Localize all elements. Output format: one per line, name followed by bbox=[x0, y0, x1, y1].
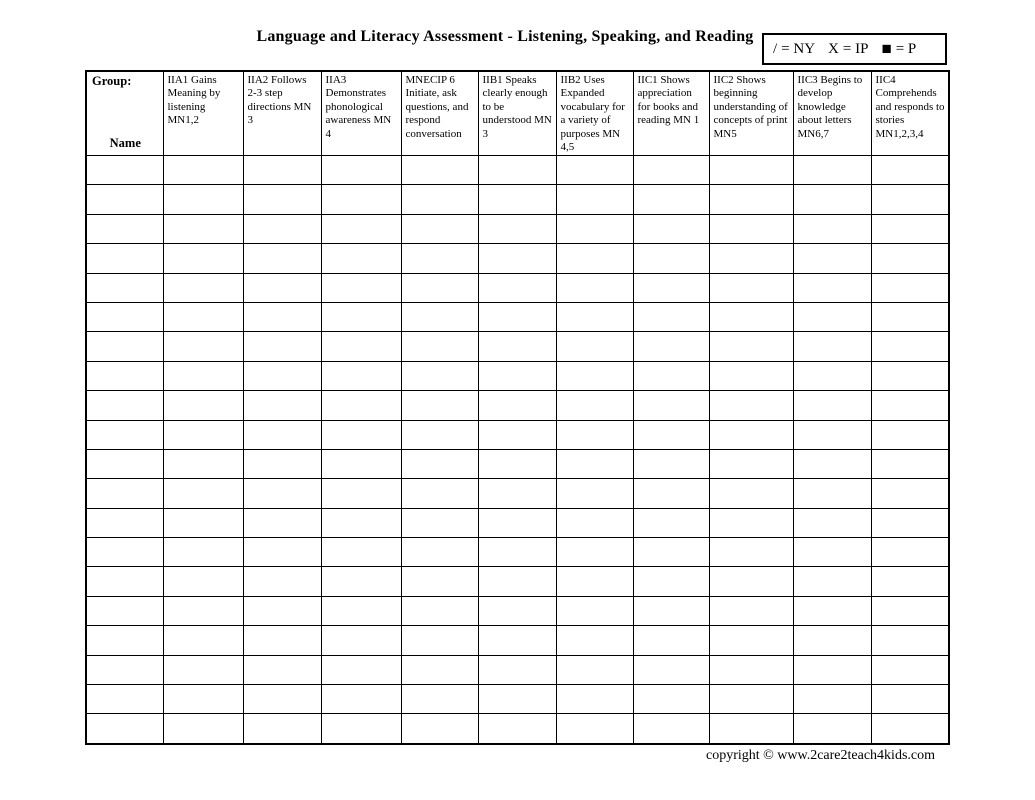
assessment-mark-cell bbox=[243, 391, 321, 420]
assessment-mark-cell bbox=[321, 449, 401, 478]
assessment-mark-cell bbox=[401, 361, 478, 390]
assessment-mark-cell bbox=[709, 714, 793, 744]
assessment-mark-cell bbox=[633, 479, 709, 508]
legend-label: = P bbox=[895, 40, 917, 57]
student-name-cell bbox=[86, 714, 163, 744]
assessment-mark-cell bbox=[871, 391, 949, 420]
assessment-mark-cell bbox=[709, 449, 793, 478]
group-label: Group: bbox=[92, 74, 132, 88]
name-label: Name bbox=[109, 135, 141, 150]
assessment-mark-cell bbox=[243, 273, 321, 302]
assessment-mark-cell bbox=[478, 508, 556, 537]
assessment-mark-cell bbox=[321, 302, 401, 331]
assessment-mark-cell bbox=[633, 361, 709, 390]
assessment-mark-cell bbox=[163, 567, 243, 596]
assessment-mark-cell bbox=[793, 244, 871, 273]
student-name-cell bbox=[86, 508, 163, 537]
assessment-mark-cell bbox=[709, 508, 793, 537]
table-row bbox=[86, 567, 949, 596]
table-row bbox=[86, 244, 949, 273]
table-row bbox=[86, 596, 949, 625]
column-header-iic4: IIC4 Comprehends and responds to stories MN1,2,3,4 bbox=[871, 71, 949, 156]
legend-item-ny bbox=[773, 41, 815, 58]
assessment-mark-cell bbox=[243, 685, 321, 714]
assessment-mark-cell bbox=[243, 332, 321, 361]
column-header-iib2: IIB2 Uses Expanded vocabulary for a variety of purposes MN 4,5 bbox=[556, 71, 633, 156]
student-name-cell bbox=[86, 156, 163, 185]
assessment-mark-cell bbox=[321, 655, 401, 684]
assessment-mark-cell bbox=[478, 156, 556, 185]
assessment-mark-cell bbox=[321, 391, 401, 420]
assessment-mark-cell bbox=[163, 185, 243, 214]
assessment-mark-cell bbox=[793, 714, 871, 744]
grid-body bbox=[86, 156, 949, 744]
assessment-mark-cell bbox=[478, 361, 556, 390]
assessment-mark-cell bbox=[163, 449, 243, 478]
assessment-mark-cell bbox=[401, 214, 478, 243]
assessment-mark-cell bbox=[633, 714, 709, 744]
table-row bbox=[86, 420, 949, 449]
assessment-mark-cell bbox=[401, 567, 478, 596]
assessment-mark-cell bbox=[163, 655, 243, 684]
assessment-mark-cell bbox=[401, 449, 478, 478]
assessment-mark-cell bbox=[556, 332, 633, 361]
assessment-mark-cell bbox=[243, 156, 321, 185]
assessment-mark-cell bbox=[401, 626, 478, 655]
assessment-mark-cell bbox=[478, 332, 556, 361]
assessment-mark-cell bbox=[321, 714, 401, 744]
assessment-mark-cell bbox=[243, 596, 321, 625]
assessment-mark-cell bbox=[871, 332, 949, 361]
assessment-mark-cell bbox=[709, 479, 793, 508]
assessment-mark-cell bbox=[243, 479, 321, 508]
assessment-mark-cell bbox=[401, 156, 478, 185]
assessment-mark-cell bbox=[478, 567, 556, 596]
table-row bbox=[86, 332, 949, 361]
assessment-mark-cell bbox=[243, 655, 321, 684]
assessment-mark-cell bbox=[321, 596, 401, 625]
assessment-mark-cell bbox=[478, 655, 556, 684]
student-name-cell bbox=[86, 449, 163, 478]
table-row bbox=[86, 685, 949, 714]
assessment-mark-cell bbox=[478, 302, 556, 331]
student-name-cell bbox=[86, 538, 163, 567]
assessment-mark-cell bbox=[709, 185, 793, 214]
assessment-mark-cell bbox=[871, 685, 949, 714]
assessment-mark-cell bbox=[321, 538, 401, 567]
assessment-mark-cell bbox=[709, 596, 793, 625]
assessment-mark-cell bbox=[163, 538, 243, 567]
assessment-mark-cell bbox=[871, 302, 949, 331]
assessment-mark-cell bbox=[478, 185, 556, 214]
table-row bbox=[86, 449, 949, 478]
assessment-mark-cell bbox=[321, 479, 401, 508]
assessment-mark-cell bbox=[163, 508, 243, 537]
column-header-mnecip6: MNECIP 6 Initiate, ask questions, and respond conversation bbox=[401, 71, 478, 156]
table-row bbox=[86, 302, 949, 331]
assessment-mark-cell bbox=[793, 185, 871, 214]
column-header-iic2: IIC2 Shows beginning understanding of concepts of print MN5 bbox=[709, 71, 793, 156]
assessment-mark-cell bbox=[793, 420, 871, 449]
assessment-mark-cell bbox=[401, 332, 478, 361]
assessment-mark-cell bbox=[321, 332, 401, 361]
assessment-mark-cell bbox=[478, 391, 556, 420]
assessment-mark-cell bbox=[321, 214, 401, 243]
assessment-mark-cell bbox=[321, 508, 401, 537]
assessment-mark-cell bbox=[243, 508, 321, 537]
assessment-mark-cell bbox=[401, 538, 478, 567]
table-row bbox=[86, 156, 949, 185]
assessment-mark-cell bbox=[401, 391, 478, 420]
assessment-mark-cell bbox=[633, 185, 709, 214]
table-row bbox=[86, 391, 949, 420]
assessment-mark-cell bbox=[633, 567, 709, 596]
student-name-cell bbox=[86, 391, 163, 420]
assessment-mark-cell bbox=[401, 714, 478, 744]
assessment-mark-cell bbox=[243, 449, 321, 478]
assessment-mark-cell bbox=[243, 361, 321, 390]
assessment-mark-cell bbox=[871, 655, 949, 684]
assessment-mark-cell bbox=[633, 449, 709, 478]
assessment-mark-cell bbox=[556, 449, 633, 478]
assessment-mark-cell bbox=[633, 538, 709, 567]
assessment-mark-cell bbox=[709, 420, 793, 449]
assessment-mark-cell bbox=[163, 479, 243, 508]
table-row bbox=[86, 508, 949, 537]
assessment-mark-cell bbox=[321, 626, 401, 655]
assessment-mark-cell bbox=[163, 626, 243, 655]
table-row bbox=[86, 361, 949, 390]
assessment-mark-cell bbox=[793, 361, 871, 390]
assessment-mark-cell bbox=[709, 361, 793, 390]
assessment-mark-cell bbox=[163, 214, 243, 243]
assessment-mark-cell bbox=[556, 479, 633, 508]
assessment-mark-cell bbox=[401, 302, 478, 331]
legend-item-ip bbox=[828, 41, 868, 58]
assessment-mark-cell bbox=[871, 273, 949, 302]
legend-item-p bbox=[881, 38, 917, 58]
assessment-mark-cell bbox=[709, 244, 793, 273]
assessment-mark-cell bbox=[633, 420, 709, 449]
assessment-mark-cell bbox=[321, 185, 401, 214]
assessment-mark-cell bbox=[871, 449, 949, 478]
assessment-mark-cell bbox=[633, 332, 709, 361]
assessment-mark-cell bbox=[478, 244, 556, 273]
assessment-mark-cell bbox=[633, 391, 709, 420]
assessment-mark-cell bbox=[478, 420, 556, 449]
assessment-mark-cell bbox=[556, 391, 633, 420]
assessment-mark-cell bbox=[556, 655, 633, 684]
assessment-mark-cell bbox=[163, 420, 243, 449]
assessment-mark-cell bbox=[243, 626, 321, 655]
assessment-mark-cell bbox=[633, 626, 709, 655]
assessment-mark-cell bbox=[321, 685, 401, 714]
student-name-cell bbox=[86, 214, 163, 243]
assessment-mark-cell bbox=[243, 244, 321, 273]
assessment-mark-cell bbox=[556, 538, 633, 567]
assessment-mark-cell bbox=[793, 655, 871, 684]
assessment-mark-cell bbox=[793, 538, 871, 567]
assessment-mark-cell bbox=[556, 302, 633, 331]
assessment-mark-cell bbox=[556, 361, 633, 390]
assessment-mark-cell bbox=[793, 449, 871, 478]
assessment-mark-cell bbox=[163, 361, 243, 390]
assessment-mark-cell bbox=[709, 332, 793, 361]
assessment-mark-cell bbox=[478, 596, 556, 625]
assessment-mark-cell bbox=[478, 626, 556, 655]
assessment-mark-cell bbox=[709, 538, 793, 567]
slash-symbol: / bbox=[773, 40, 778, 57]
assessment-mark-cell bbox=[321, 361, 401, 390]
table-row bbox=[86, 626, 949, 655]
assessment-mark-cell bbox=[243, 714, 321, 744]
filled-square-icon: ■ bbox=[881, 38, 892, 58]
group-name-header bbox=[86, 71, 163, 156]
assessment-mark-cell bbox=[633, 214, 709, 243]
table-header bbox=[86, 71, 949, 156]
assessment-mark-cell bbox=[163, 714, 243, 744]
assessment-mark-cell bbox=[793, 685, 871, 714]
assessment-mark-cell bbox=[243, 567, 321, 596]
student-name-cell bbox=[86, 685, 163, 714]
assessment-mark-cell bbox=[871, 361, 949, 390]
header-row bbox=[86, 71, 949, 156]
copyright-notice: copyright © www.2care2teach4kids.com bbox=[706, 748, 935, 763]
assessment-mark-cell bbox=[478, 685, 556, 714]
column-header-iib1: IIB1 Speaks clearly enough to be understood MN 3 bbox=[478, 71, 556, 156]
assessment-mark-cell bbox=[793, 332, 871, 361]
assessment-mark-cell bbox=[793, 626, 871, 655]
table-row bbox=[86, 214, 949, 243]
assessment-mark-cell bbox=[556, 214, 633, 243]
assessment-mark-cell bbox=[709, 273, 793, 302]
legend-label: = IP bbox=[842, 40, 869, 57]
column-header-iic1: IIC1 Shows appreciation for books and reading MN 1 bbox=[633, 71, 709, 156]
assessment-mark-cell bbox=[556, 420, 633, 449]
assessment-mark-cell bbox=[709, 302, 793, 331]
assessment-mark-cell bbox=[793, 391, 871, 420]
assessment-mark-cell bbox=[401, 244, 478, 273]
table-row bbox=[86, 538, 949, 567]
assessment-mark-cell bbox=[793, 156, 871, 185]
assessment-mark-cell bbox=[243, 302, 321, 331]
student-name-cell bbox=[86, 479, 163, 508]
assessment-mark-cell bbox=[478, 714, 556, 744]
assessment-mark-cell bbox=[871, 538, 949, 567]
assessment-mark-cell bbox=[633, 655, 709, 684]
assessment-mark-cell bbox=[321, 156, 401, 185]
assessment-mark-cell bbox=[321, 567, 401, 596]
assessment-mark-cell bbox=[709, 655, 793, 684]
assessment-mark-cell bbox=[401, 420, 478, 449]
x-symbol: X bbox=[828, 40, 839, 57]
assessment-mark-cell bbox=[401, 273, 478, 302]
legend-box bbox=[762, 33, 947, 65]
table-row bbox=[86, 714, 949, 744]
assessment-mark-cell bbox=[793, 567, 871, 596]
column-header-iic3: IIC3 Begins to develop knowledge about letters MN6,7 bbox=[793, 71, 871, 156]
assessment-mark-cell bbox=[793, 214, 871, 243]
assessment-mark-cell bbox=[556, 508, 633, 537]
table-row bbox=[86, 185, 949, 214]
assessment-mark-cell bbox=[478, 479, 556, 508]
assessment-mark-cell bbox=[871, 156, 949, 185]
assessment-mark-cell bbox=[871, 626, 949, 655]
assessment-mark-cell bbox=[793, 302, 871, 331]
student-name-cell bbox=[86, 244, 163, 273]
assessment-mark-cell bbox=[793, 508, 871, 537]
assessment-mark-cell bbox=[163, 596, 243, 625]
assessment-mark-cell bbox=[556, 244, 633, 273]
student-name-cell bbox=[86, 273, 163, 302]
assessment-mark-cell bbox=[163, 332, 243, 361]
assessment-mark-cell bbox=[556, 714, 633, 744]
student-name-cell bbox=[86, 567, 163, 596]
table-row bbox=[86, 479, 949, 508]
assessment-mark-cell bbox=[871, 420, 949, 449]
column-header-iia2: IIA2 Follows 2-3 step directions MN 3 bbox=[243, 71, 321, 156]
student-name-cell bbox=[86, 302, 163, 331]
assessment-mark-cell bbox=[709, 156, 793, 185]
assessment-mark-cell bbox=[401, 685, 478, 714]
assessment-mark-cell bbox=[871, 185, 949, 214]
assessment-mark-cell bbox=[793, 479, 871, 508]
assessment-mark-cell bbox=[243, 420, 321, 449]
assessment-mark-cell bbox=[163, 156, 243, 185]
assessment-mark-cell bbox=[709, 214, 793, 243]
assessment-mark-cell bbox=[633, 508, 709, 537]
assessment-mark-cell bbox=[401, 508, 478, 537]
assessment-mark-cell bbox=[321, 420, 401, 449]
assessment-mark-cell bbox=[401, 655, 478, 684]
assessment-mark-cell bbox=[633, 156, 709, 185]
assessment-mark-cell bbox=[556, 596, 633, 625]
assessment-mark-cell bbox=[163, 244, 243, 273]
assessment-mark-cell bbox=[556, 626, 633, 655]
assessment-mark-cell bbox=[871, 244, 949, 273]
assessment-mark-cell bbox=[243, 538, 321, 567]
assessment-mark-cell bbox=[633, 244, 709, 273]
table-row bbox=[86, 273, 949, 302]
assessment-mark-cell bbox=[163, 685, 243, 714]
assessment-mark-cell bbox=[321, 273, 401, 302]
assessment-mark-cell bbox=[478, 214, 556, 243]
assessment-mark-cell bbox=[633, 273, 709, 302]
page-title: Language and Literacy Assessment - Listening, Speaking, and Reading bbox=[256, 28, 754, 45]
assessment-mark-cell bbox=[871, 596, 949, 625]
assessment-mark-cell bbox=[401, 479, 478, 508]
assessment-mark-cell bbox=[478, 449, 556, 478]
assessment-mark-cell bbox=[709, 685, 793, 714]
assessment-mark-cell bbox=[163, 273, 243, 302]
student-name-cell bbox=[86, 596, 163, 625]
assessment-mark-cell bbox=[401, 185, 478, 214]
assessment-mark-cell bbox=[556, 156, 633, 185]
student-name-cell bbox=[86, 361, 163, 390]
assessment-mark-cell bbox=[633, 685, 709, 714]
assessment-mark-cell bbox=[556, 185, 633, 214]
student-name-cell bbox=[86, 185, 163, 214]
assessment-mark-cell bbox=[709, 391, 793, 420]
table-row bbox=[86, 655, 949, 684]
assessment-mark-cell bbox=[871, 479, 949, 508]
student-name-cell bbox=[86, 655, 163, 684]
assessment-mark-cell bbox=[163, 302, 243, 331]
assessment-mark-cell bbox=[556, 685, 633, 714]
assessment-mark-cell bbox=[633, 596, 709, 625]
assessment-table bbox=[85, 70, 950, 745]
legend-label: = NY bbox=[781, 40, 816, 57]
assessment-mark-cell bbox=[163, 391, 243, 420]
assessment-mark-cell bbox=[556, 273, 633, 302]
assessment-mark-cell bbox=[633, 302, 709, 331]
assessment-mark-cell bbox=[478, 273, 556, 302]
assessment-mark-cell bbox=[321, 244, 401, 273]
assessment-mark-cell bbox=[478, 538, 556, 567]
column-header-iia3: IIA3 Demonstrates phonological awareness MN 4 bbox=[321, 71, 401, 156]
assessment-mark-cell bbox=[709, 567, 793, 596]
student-name-cell bbox=[86, 626, 163, 655]
assessment-mark-cell bbox=[871, 567, 949, 596]
assessment-mark-cell bbox=[793, 596, 871, 625]
assessment-mark-cell bbox=[871, 714, 949, 744]
assessment-mark-cell bbox=[871, 508, 949, 537]
assessment-mark-cell bbox=[709, 626, 793, 655]
assessment-mark-cell bbox=[871, 214, 949, 243]
column-header-iia1: IIA1 Gains Meaning by listening MN1,2 bbox=[163, 71, 243, 156]
assessment-mark-cell bbox=[243, 214, 321, 243]
student-name-cell bbox=[86, 332, 163, 361]
assessment-mark-cell bbox=[401, 596, 478, 625]
assessment-mark-cell bbox=[556, 567, 633, 596]
assessment-mark-cell bbox=[243, 185, 321, 214]
assessment-mark-cell bbox=[793, 273, 871, 302]
student-name-cell bbox=[86, 420, 163, 449]
